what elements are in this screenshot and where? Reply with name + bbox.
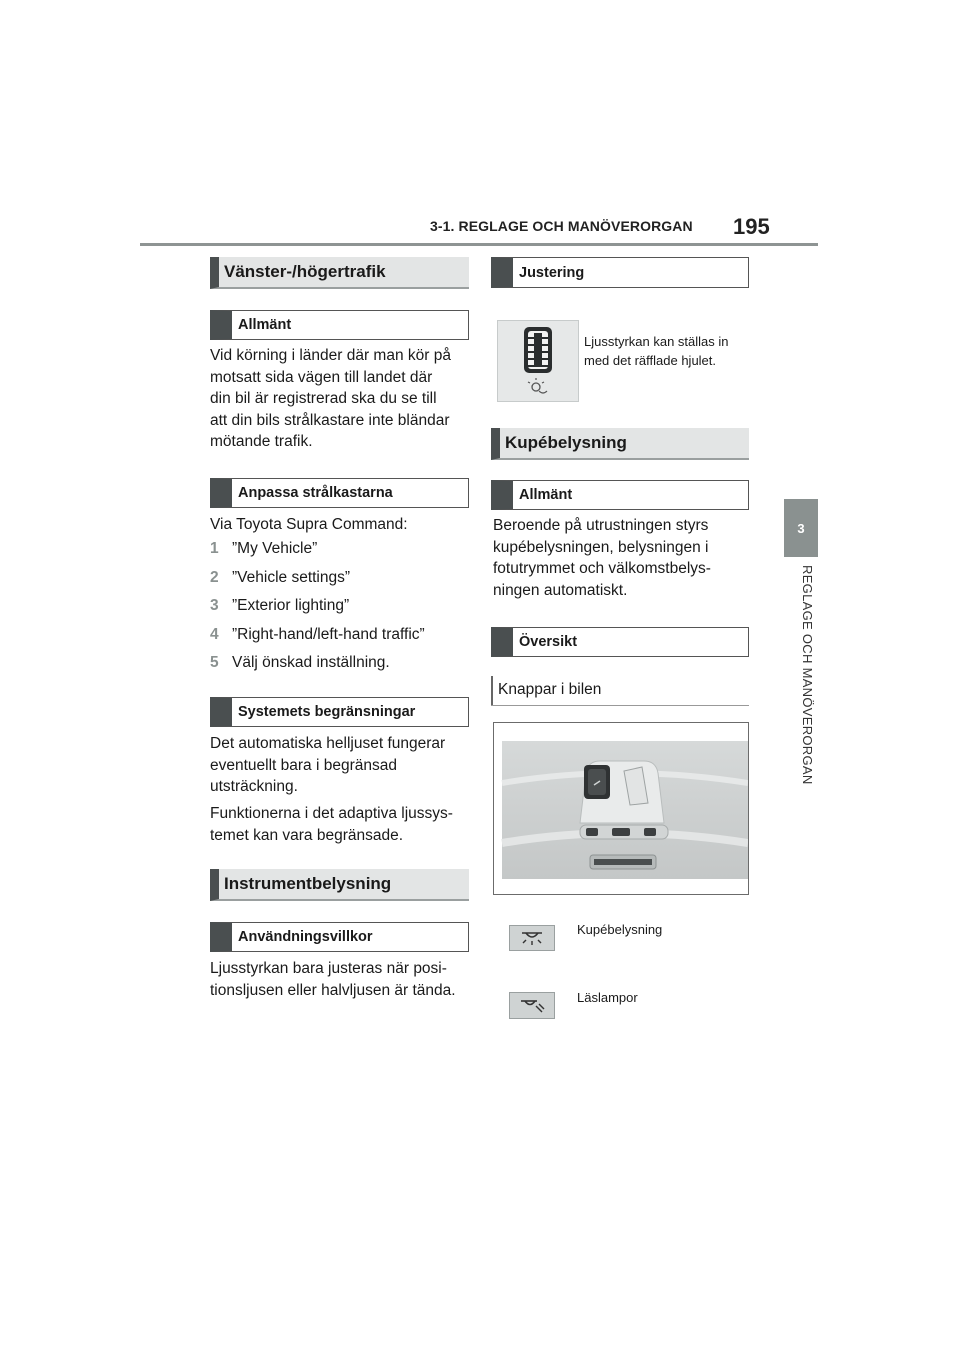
- paragraph-conditions: Ljusstyrkan bara justeras när posi- tionsljusen eller halvljusen är tända.: [210, 960, 456, 999]
- caption-bar: [491, 676, 493, 706]
- heading-traffic: Vänster-/högertrafik: [210, 257, 469, 289]
- section-title: 3-1. REGLAGE OCH MANÖVERORGAN: [430, 218, 693, 234]
- step-item: 1 ”My Vehicle”: [210, 540, 318, 557]
- paragraph-interior-general: Beroende på utrustningen styrs kupébelysningen, belysningen i fotutrymmet och välkomstbelys- ningen automatiskt.: [493, 517, 711, 599]
- header-rule: [140, 243, 818, 246]
- subheading-conditions: Användningsvillkor: [210, 922, 469, 952]
- chapter-title-vertical: REGLAGE OCH MANÖVERORGAN: [800, 565, 815, 785]
- subheading-system-limits: Systemets begränsningar: [210, 697, 469, 727]
- page-number: 195: [733, 214, 770, 239]
- dimmer-wheel-thumbnail: [497, 320, 579, 402]
- photo-caption: Knappar i bilen: [498, 681, 602, 698]
- chapter-tab: 3: [784, 499, 818, 557]
- legend-label-reading: Läslampor: [577, 990, 638, 1005]
- subheading-adjustment: Justering: [491, 257, 749, 288]
- subheading-general-right: Allmänt: [491, 480, 749, 510]
- dimmer-wheel-icon: [498, 321, 578, 401]
- step-item: 2 ”Vehicle settings”: [210, 568, 351, 586]
- subheading-overview: Översikt: [491, 627, 749, 657]
- interior-light-icon: [509, 925, 555, 951]
- reading-lamp-icon: [509, 992, 555, 1019]
- heading-instrument-lighting: Instrumentbelysning: [210, 869, 469, 901]
- roof-console-illustration: [494, 723, 748, 894]
- step-item: 5 Välj önskad inställning.: [210, 654, 390, 671]
- paragraph-general: Vid körning i länder där man kör på motsatt sida vägen till landet där din bil är registrerad ska du se till att din bils strålkastare inte bländar mötande trafik.: [210, 347, 451, 450]
- subheading-general: Allmänt: [210, 310, 469, 340]
- heading-interior-lighting: Kupébelysning: [491, 428, 749, 460]
- paragraph-limits-1: Det automatiska helljuset fungerar eventuellt bara i begränsad utsträckning.: [210, 735, 446, 795]
- paragraph-via-command: Via Toyota Supra Command:: [210, 516, 408, 533]
- subheading-adjust-headlights: Anpassa strålkastarna: [210, 478, 469, 508]
- adjustment-caption: Ljusstyrkan kan ställas in med det räfflade hjulet.: [584, 334, 729, 368]
- step-item: 3 ”Exterior lighting”: [210, 597, 350, 614]
- caption-rule: [491, 705, 749, 706]
- legend-label-interior: Kupébelysning: [577, 922, 663, 937]
- paragraph-limits-2: Funktionerna i det adaptiva ljussys- temet kan vara begränsade.: [210, 805, 453, 844]
- step-item: 4 ”Right-hand/left-hand traffic”: [210, 625, 425, 643]
- roof-console-photo: [493, 722, 749, 895]
- steps-list: [210, 538, 470, 681]
